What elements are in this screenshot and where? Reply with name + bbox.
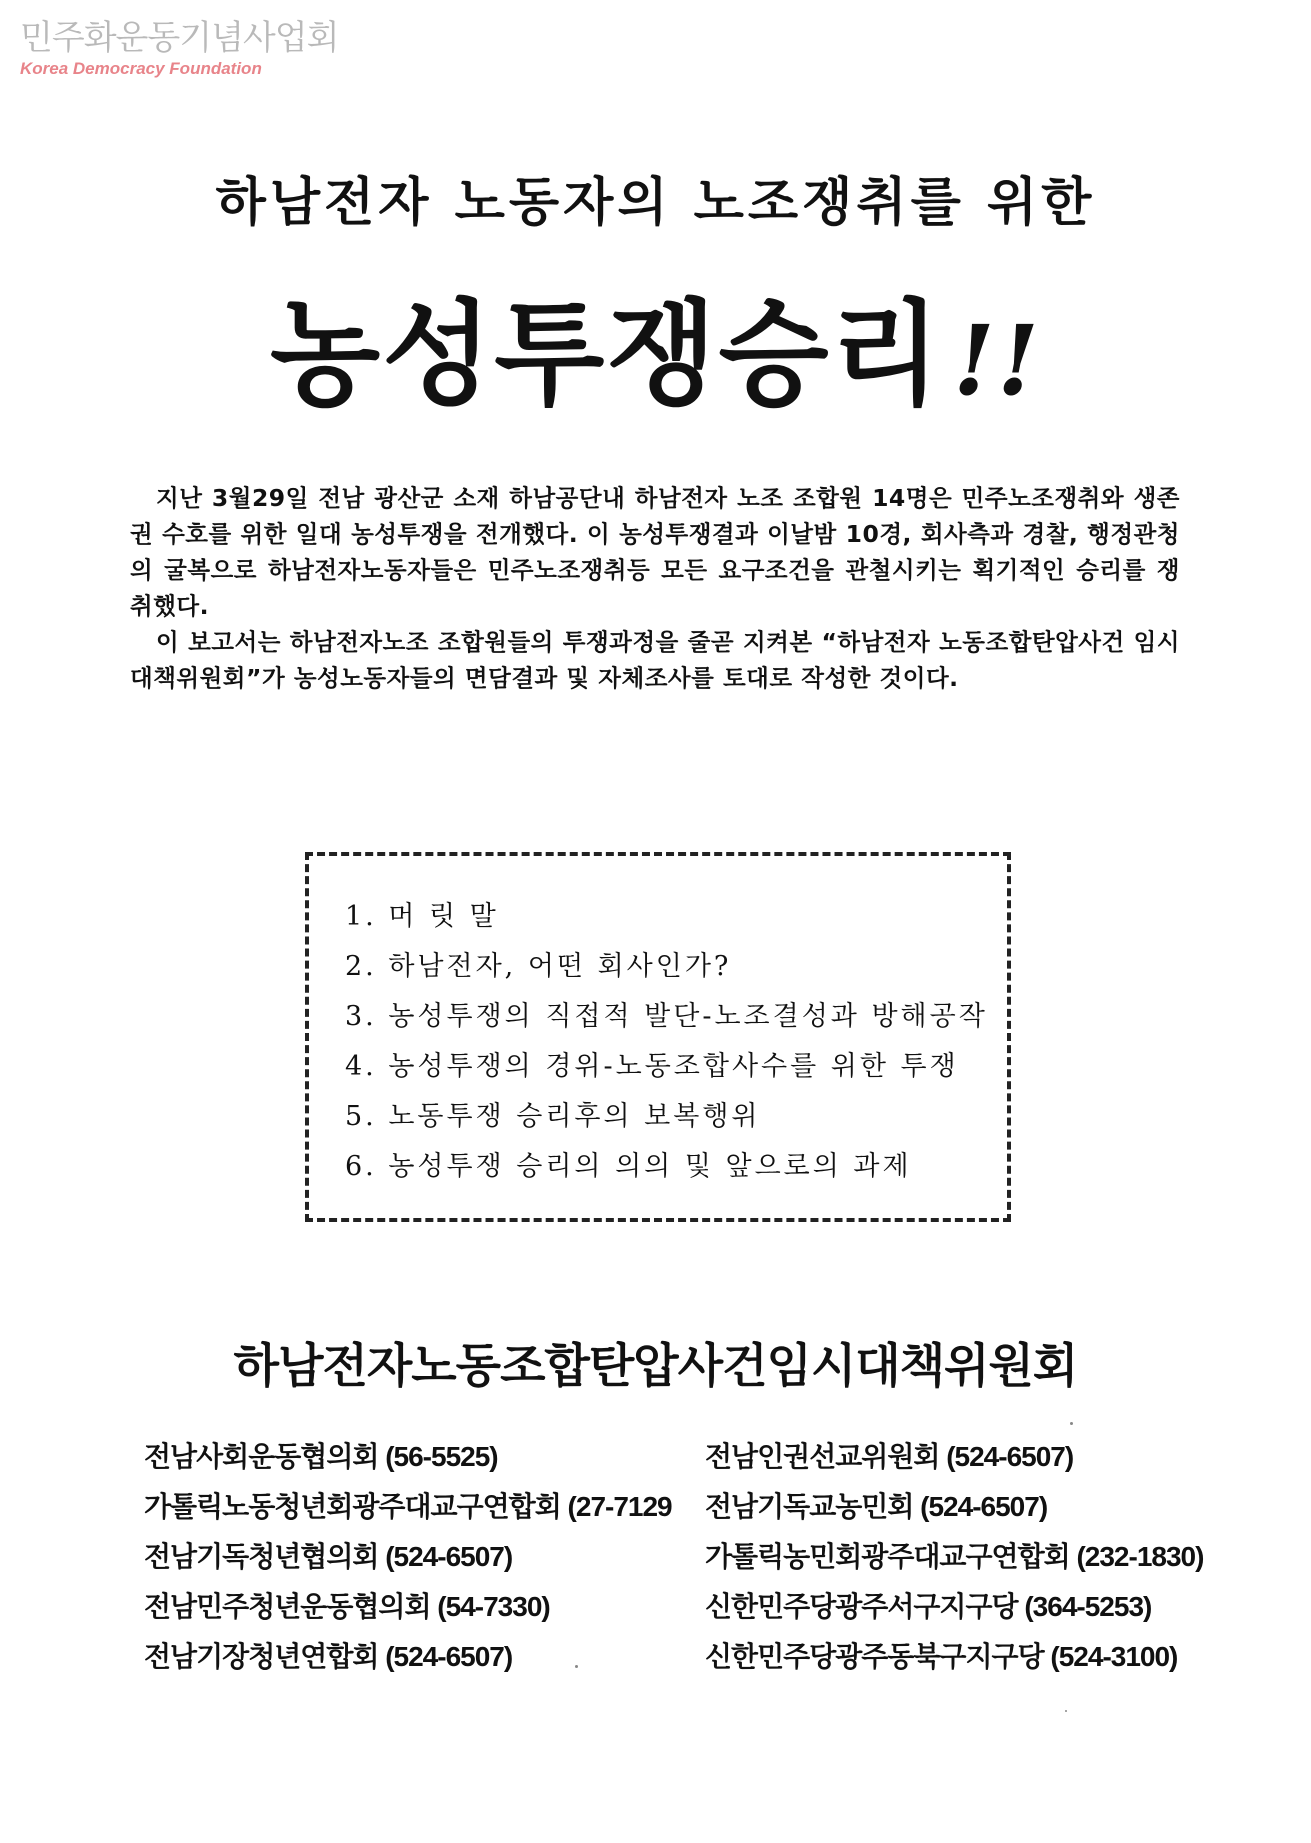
print-speck <box>1070 1422 1073 1425</box>
headline-text: 농성투쟁승리 <box>269 288 943 421</box>
organization-list-left <box>144 1432 704 1682</box>
organization-item: 가톨릭농민회광주대교구연합회 (232-1830) <box>705 1541 1204 1572</box>
intro-paragraph-2: 이 보고서는 하남전자노조 조합원들의 투쟁과정을 줄곧 지켜본 “하남전자 노동조합탄압사건 임시대책위원회”가 농성노동자들의 면담결과 및 자체조사를 토대로 작성한 것이다. <box>130 628 1180 692</box>
organization-item: 신한민주당광주동북구지구당 (524-3100) <box>705 1641 1178 1672</box>
toc-item-4: 4. 농성투쟁의 경위-노동조합사수를 위한 투쟁 <box>345 1051 959 1082</box>
subtitle: 하남전자 노동자의 노조쟁취를 위한 <box>215 173 1096 233</box>
organization-item: 전남사회운동협의회 (56-5525) <box>144 1441 498 1472</box>
headline-exclamation: !! <box>952 304 1042 417</box>
toc-item-6: 6. 농성투쟁 승리의 의의 및 앞으로의 과제 <box>345 1151 912 1182</box>
organization-item: 전남기장청년연합회 (524-6507) <box>144 1641 513 1672</box>
headline <box>0 285 1311 431</box>
toc-item-1: 1. 머 릿 말 <box>345 901 499 932</box>
organization-item: 전남기독청년협의회 (524-6507) <box>144 1541 513 1572</box>
watermark-korean: 민주화운동기념사업회 <box>20 18 339 58</box>
watermark <box>20 18 339 80</box>
organization-item: 전남인권선교위원회 (524-6507) <box>705 1441 1074 1472</box>
print-speck <box>575 1665 578 1668</box>
toc-item-5: 5. 노동투쟁 승리후의 보복행위 <box>345 1101 761 1132</box>
organization-item: 신한민주당광주서구지구당 (364-5253) <box>705 1591 1152 1622</box>
intro-text <box>130 480 1180 696</box>
organization-item: 전남기독교농민회 (524-6507) <box>705 1491 1048 1522</box>
organization-list-right <box>705 1432 1265 1682</box>
table-of-contents <box>305 852 1011 1222</box>
organization-item: 가톨릭노동청년회광주대교구연합회 (27-7129 <box>144 1491 672 1522</box>
print-speck <box>1065 1710 1067 1712</box>
committee-name: 하남전자노동조합탄압사건임시대책위원회 <box>233 1339 1078 1394</box>
toc-item-2: 2. 하남전자, 어떤 회사인가? <box>345 951 732 982</box>
toc-item-3: 3. 농성투쟁의 직접적 발단-노조결성과 방해공작 <box>345 1001 988 1032</box>
intro-paragraph-1: 지난 3월29일 전남 광산군 소재 하남공단내 하남전자 노조 조합원 14명은 민주노조쟁취와 생존권 수호를 위한 일대 농성투쟁을 전개했다. 이 농성투쟁결과 이날밤 10경, 회사측과 경찰, 행정관청의 굴복으로 하남전자노동자들은 민주노조쟁취등 모든 요구조건을 관철시키는 획기적인 승리를 쟁취했다. <box>130 484 1180 620</box>
organization-item: 전남민주청년운동협의회 (54-7330) <box>144 1591 550 1622</box>
watermark-english: Korea Democracy Foundation <box>20 59 262 78</box>
